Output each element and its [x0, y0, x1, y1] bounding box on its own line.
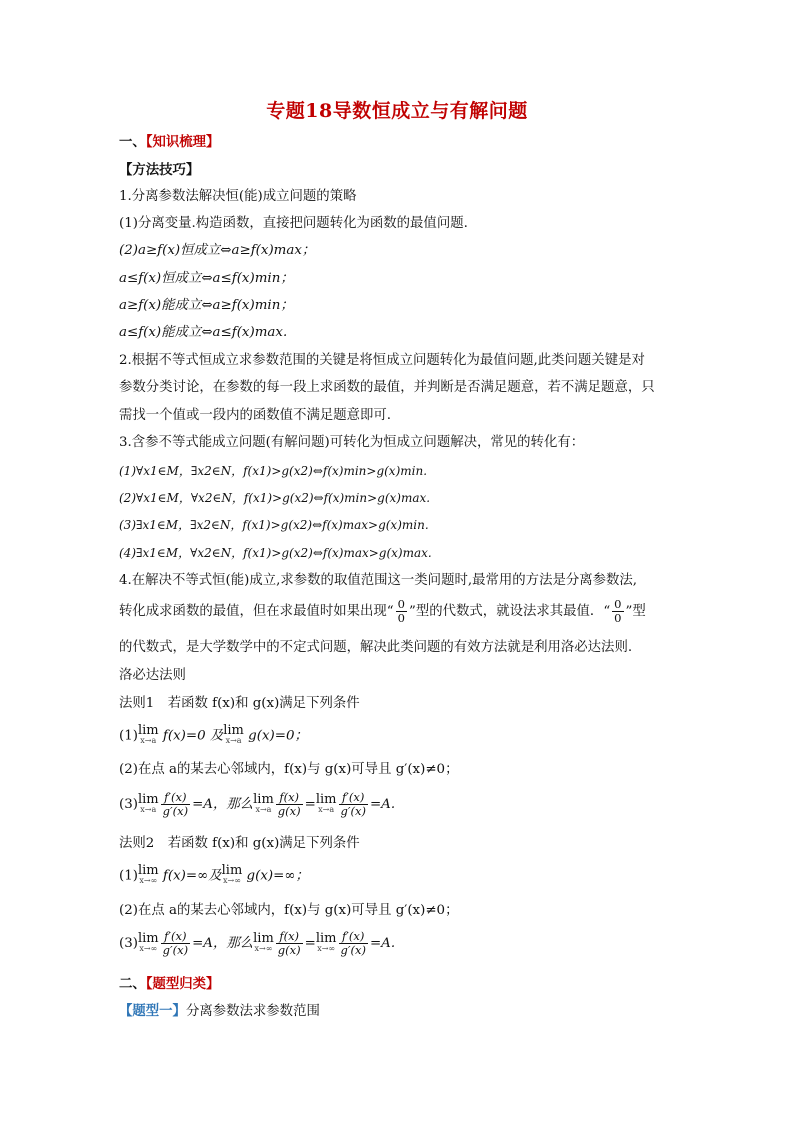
limit-symbol: lim x→a [137, 723, 159, 745]
text-line: 的代数式，是大学数学中的不定式问题，解决此类问题的有效方法就是利用洛必达法则. [119, 640, 633, 655]
zero-over-zero: $\frac{0}{0}$ [614, 597, 622, 625]
function-fraction: $\frac{f(x)}{g(x)}$ [277, 790, 301, 818]
section-heading-types: 二、【题型归类】 [119, 976, 220, 992]
text-line: (1)分离变量.构造函数，直接把问题转化为函数的最值问题. [119, 216, 468, 231]
method-heading: 【方法技巧】 [119, 162, 200, 178]
limit-symbol: lim x→∞ [221, 863, 243, 885]
text-line: 3.含参不等式能成立问题(有解问题)可转化为恒成立问题解决，常见的转化有： [119, 435, 585, 450]
formula-line: (3)∃x1∈M，∃x2∈N，f(x1)>g(x2)⇔f(x)max>g(x)min. [119, 518, 429, 532]
rule1-condition-2: (2)在点 a的某去心邻域内，f(x)与 g(x)可导且 g′(x)≠0； [119, 762, 459, 777]
limit-symbol: lim x→∞ [137, 863, 159, 885]
limit-symbol: lim x→a [223, 723, 244, 745]
rule1-condition-1: (1) lim x→a f(x)=0 及 lim x→a g(x)=0； [119, 723, 308, 745]
formula-line: (1)∀x1∈M，∃x2∈N，f(x1)>g(x2)⇔f(x)min>g(x)min. [119, 464, 428, 478]
page-title: 专题18导数恒成立与有解问题 [266, 100, 528, 122]
limit-symbol: lim x→a [253, 791, 274, 814]
rule2-condition-2: (2)在点 a的某去心邻域内，f(x)与 g(x)可导且 g′(x)≠0； [119, 903, 459, 918]
formula-line: (2)∀x1∈M，∀x2∈N，f(x1)>g(x2)⇔f(x)min>g(x)max. [119, 491, 431, 505]
formula-line: a≤f(x)能成立⇔a≤f(x)max. [119, 325, 288, 340]
limit-symbol: lim x→∞ [137, 930, 159, 953]
text-line-with-fraction: 转化成求函数的最值，但在求最值时如果出现“ $\frac{0}{0}$ ”型的代数式，就设法求其最值．“ $\frac{0}{0}$ ”型 [119, 597, 646, 625]
limit-symbol: lim x→a [315, 791, 337, 814]
rule2-condition-1: (1) lim x→∞ f(x)=∞及 lim x→∞ g(x)=∞； [119, 863, 309, 885]
derivative-fraction: $\frac{f'(x)}{g'(x)}$ [162, 929, 189, 957]
rule2-condition-3: (3) lim x→∞ $\frac{f'(x)}{g'(x)}$ =A，那么 lim x→∞ $\frac{f(x)}{g(x)}$ = lim x→∞ $\frac{f'(x)}{g'(x)}$ =A. [119, 929, 396, 957]
text-line: 参数分类讨论，在参数的每一段上求函数的最值，并判断是否满足题意，若不满足题意，只 [119, 380, 655, 395]
limit-symbol: lim x→∞ [253, 930, 274, 953]
limit-symbol: lim x→∞ [315, 930, 337, 953]
formula-line: (2)a≥f(x)恒成立⇔a≥f(x)max； [119, 243, 316, 258]
type1-tag: 【题型一】 [119, 1003, 186, 1019]
rule1-condition-3: (3) lim x→a $\frac{f'(x)}{g'(x)}$ =A，那么 lim x→a $\frac{f(x)}{g(x)}$ = lim x→a $\frac{f'(x)}{g'(x)}$ =A. [119, 790, 396, 818]
type1-heading: 【题型一】分离参数法求参数范围 [119, 1003, 320, 1019]
text-line: 4.在解决不等式恒(能)成立,求参数的取值范围这一类问题时,最常用的方法是分离参数法, [119, 573, 638, 588]
derivative-fraction: $\frac{f'(x)}{g'(x)}$ [340, 790, 366, 818]
formula-line: a≤f(x)恒成立⇔a≤f(x)min； [119, 271, 294, 286]
text-line: 需找一个值或一段内的函数值不满足题意即可. [119, 408, 392, 423]
limit-symbol: lim x→a [137, 791, 159, 814]
derivative-fraction: $\frac{f'(x)}{g'(x)}$ [340, 929, 366, 957]
derivative-fraction: $\frac{f'(x)}{g'(x)}$ [162, 790, 189, 818]
rule2-heading: 法则2 若函数 f(x)和 g(x)满足下列条件 [119, 836, 360, 851]
text-line: 1.分离参数法解决恒(能)成立问题的策略 [119, 189, 357, 204]
section-heading-knowledge: 一、【知识梳理】 [119, 134, 220, 150]
zero-over-zero: $\frac{0}{0}$ [397, 597, 405, 625]
rule-title: 洛必达法则 [119, 668, 186, 683]
function-fraction: $\frac{f(x)}{g(x)}$ [277, 929, 301, 957]
text-line: 2.根据不等式恒成立求参数范围的关键是将恒成立问题转化为最值问题,此类问题关键是对 [119, 353, 645, 368]
formula-line: a≥f(x)能成立⇔a≥f(x)min； [119, 298, 294, 313]
rule1-heading: 法则1 若函数 f(x)和 g(x)满足下列条件 [119, 696, 360, 711]
formula-line: (4)∃x1∈M，∀x2∈N，f(x1)>g(x2)⇔f(x)max>g(x)max. [119, 546, 432, 560]
